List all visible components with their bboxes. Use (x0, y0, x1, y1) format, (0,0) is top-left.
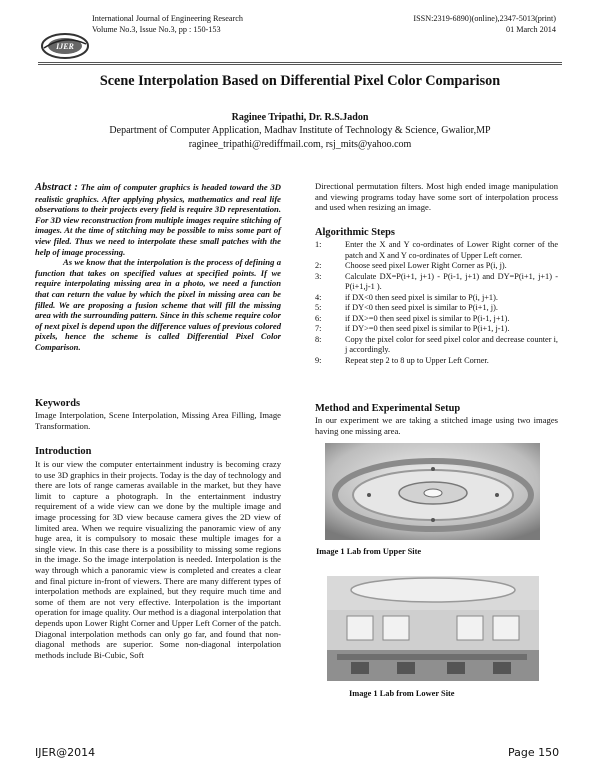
journal-name: International Journal of Engineering Research (92, 14, 243, 23)
keywords-heading: Keywords (35, 398, 81, 409)
journal-info (92, 14, 243, 35)
footer-journal: IJER@2014 (35, 746, 96, 759)
abstract-p1: The aim of computer graphics is headed toward the 3D realistic graphics. After applying physics, mathematics and real life observations to their projects every field is require 3D representation. For 3D view reconstruction from multiple images require stitching of images. At the time of stitching may be possible to miss some part of view filed. Thus we need to interpolate these small patches with the help of image processing. (35, 182, 282, 257)
paper-title: Scene Interpolation Based on Differential Pixel Color Comparison (99, 73, 501, 89)
header-divider-2 (38, 64, 562, 65)
header-divider (38, 62, 562, 63)
paper-emails: raginee_tripathi@rediffmail.com, rsj_mits@yahoo.com (188, 139, 412, 150)
paper-authors: Raginee Tripathi, Dr. R.S.Jadon (231, 112, 369, 123)
journal-logo (40, 32, 90, 60)
algorithm-step: 9: Repeat step 2 to 8 up to Upper Left Corner. (315, 355, 489, 365)
abstract (35, 182, 281, 353)
algorithm-step: 7: if DY>=0 then seed pixel is similar to P(i+1, j-1). (315, 324, 510, 333)
introduction-continued: Directional permutation filters. Most high ended image manipulation and viewing programs today have some sort of interpolation process and used when resizing an image. (315, 181, 558, 213)
journal-issn-block (378, 14, 556, 35)
method-text: In our experiment we are taking a stitched image using two images having one missing area. (315, 415, 558, 436)
algorithm-steps (315, 240, 558, 366)
keywords-text: Image Interpolation, Scene Interpolation, Missing Area Filling, Image Transformation. (35, 410, 281, 431)
algorithm-step: 4: if DX<0 then seed pixel is similar to P(i, j+1). (315, 292, 498, 302)
footer-page-number: Page 150 (508, 746, 560, 759)
algorithm-step: 8: Copy the pixel color for seed pixel color and decrease counter i, j accordingly. (315, 334, 558, 354)
algorithm-step: 3: Calculate DX=P(i+1, j+1) - P(i-1, j+1) and DY=P(i+1, j+1) - P(i+1,j-1 ). (315, 271, 558, 291)
algorithm-step: 2: Choose seed pixel Lower Right Corner as P(i, j). (315, 261, 507, 270)
introduction-text: It is our view the computer entertainment industry is becoming crazy to use 3D graphics in their projects. Today is the day of technology and there are lots of range cameras available in the market, but they have limit to capture a photograph. In the entertainment industry requirement of a wide view can we done by the multiple image and image processing for 3D view because camera gives the 2D view of limited area. When we require visualizing the panoramic view of any huge area, it is compulsory to mosaic these multiple images for a single view. In this case there is a possibility to missing some regions in the image. So the image interpolation is needed. Interpolation is the way through which a panoramic view is completed and creates a clear and final picture in-front of viewers. There are many different types of interpolation methods are explained, but they require much time and some of them are not very effective. Interpolation is the important operation for image quality. Our method is a diagonal interpolation that depends upon Lower Right Corner and Upper Left Corner of the patch. Diagonal interpolation methods can only go far, and found that non-diagonal methods are superior. Some non-diagonal interpolation methods include Bi-Cubic, Soft (35, 459, 281, 660)
logo-text: IJER (56, 42, 74, 51)
abstract-label: Abstract : (35, 182, 78, 193)
figure-ceiling-photo (325, 443, 540, 540)
algorithm-step: 5: if DY<0 then seed pixel is similar to P(i+1, j). (315, 303, 498, 312)
figure-caption-2: Image 1 Lab from Lower Site (349, 689, 455, 698)
algorithm-step: 1: Enter the X and Y co-ordinates of Lower Right corner of the patch and X and Y co-ordinates of Upper Left corner. (315, 240, 558, 260)
method-heading: Method and Experimental Setup (315, 403, 461, 414)
abstract-p2: As we know that the interpolation is the process of defining a function that takes on specified values at specified points. If we require interpolating missing area in a photo, we need a function that can return the value by which the pixel in missing area can be filled. We are proposing a fusion scheme that will fill the missing area with the surrounding pattern. Since in this scheme require color of next pixel is depend upon the difference values of previous colored pixels, hence the scheme is called Differential Pixel Color Comparison. (35, 257, 281, 352)
journal-volume: Volume No.3, Issue No.3, pp : 150-153 (92, 24, 221, 34)
figure-lab-photo (327, 576, 539, 681)
paper-affiliation: Department of Computer Application, Madhav Institute of Technology & Science, Gwalior,MP (109, 125, 491, 136)
figure-caption-1: Image 1 Lab from Upper Site (316, 547, 422, 556)
introduction-heading: Introduction (35, 446, 92, 457)
algorithm-step: 6: if DX>=0 then seed pixel is similar to P(i-1, j+1). (315, 313, 510, 323)
journal-issn: ISSN:2319-6890)(online),2347-5013(print) (413, 14, 556, 23)
algorithm-heading: Algorithmic Steps (315, 227, 395, 238)
journal-date: 01 March 2014 (505, 24, 556, 34)
